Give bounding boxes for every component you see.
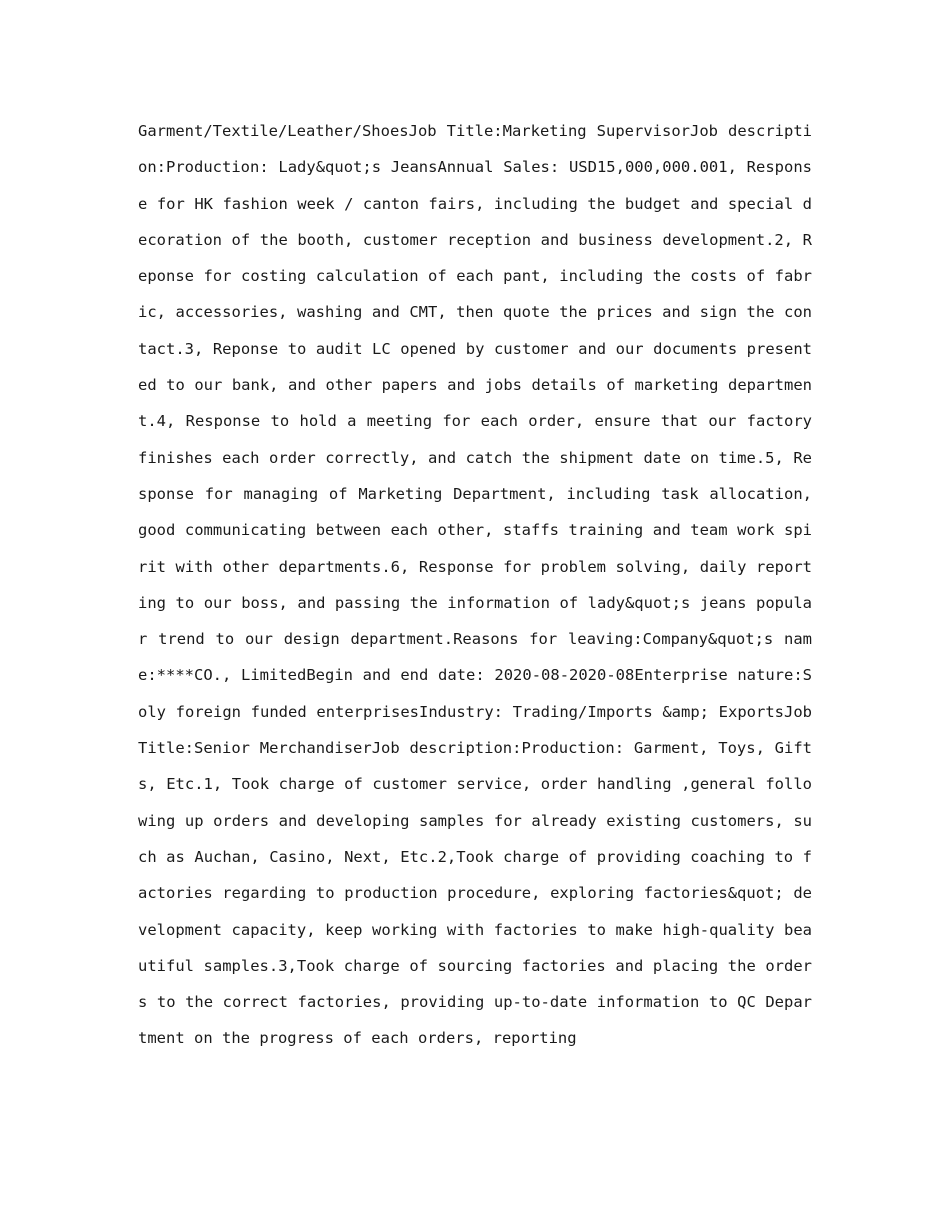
resume-body-text: Garment/Textile/Leather/ShoesJob Title:Marketing SupervisorJob description:Production: Lady&quot;s JeansAnnual Sales: USD15,000,000.001, Response for HK fashion week / canton fairs, including the budget and special decoration of the booth, customer reception and business development.2, Reponse for costing calculation of each pant, including the costs of fabric, accessories, washing and CMT, then quote the prices and sign the contact.3, Reponse to audit LC opened by customer and our documents presented to our bank, and other papers and jobs details of marketing department.4, Response to hold a meeting for each order, ensure that our factory finishes each order correctly, and catch the shipment date on time.5, Response for managing of Marketing Department, including task allocation, good communicating between each other, staffs training and team work spirit with other departments.6, Response for problem solving, daily reporting to our boss, and passing the information of lady&quot;s jeans popular trend to our design department.Reasons for leaving:Company&quot;s name:****CO., LimitedBegin and end date: 2020-08-2020-08Enterprise nature:Soly foreign funded enterprisesIndustry: Trading/Imports &amp; ExportsJob Title:Senior MerchandiserJob description:Production: Garment, Toys, Gifts, Etc.1, Took charge of customer service, order handling ,general following up orders and developing samples for already existing customers, such as Auchan, Casino, Next, Etc.2,Took charge of providing coaching to factories regarding to production procedure, exploring factories&quot; development capacity, keep working with factories to make high-quality beautiful samples.3,Took charge of sourcing factories and placing the orders to the correct factories, providing up-to-date information to QC Department on the progress of each orders, reporting: [138, 122, 812, 1048]
